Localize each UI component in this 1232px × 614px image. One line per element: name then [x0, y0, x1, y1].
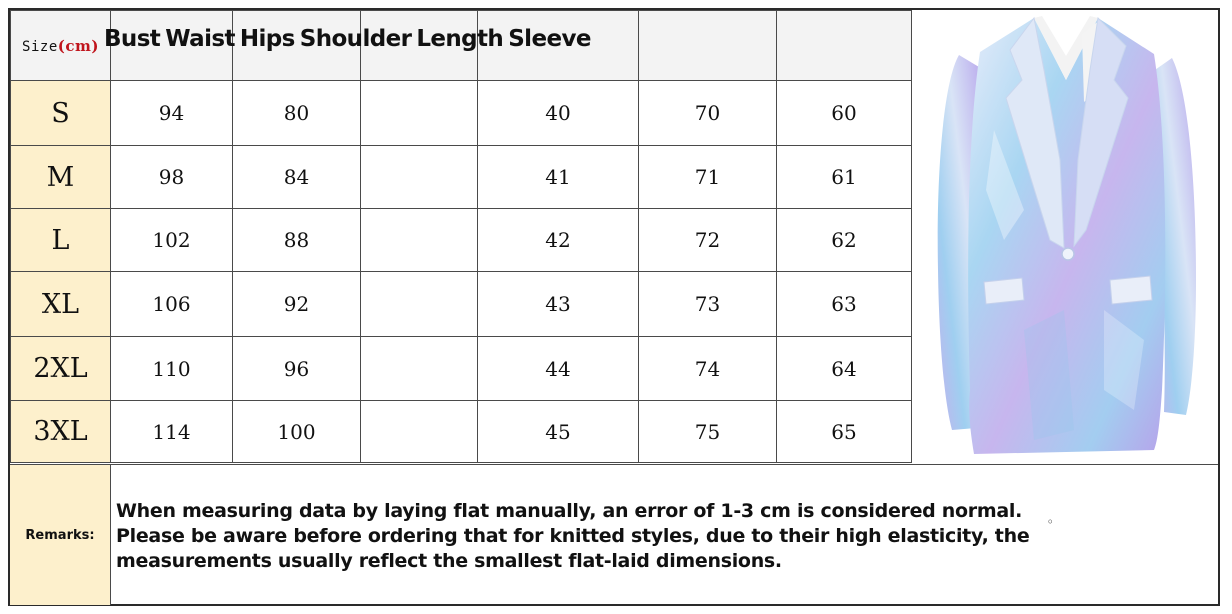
size-cell: 2XL — [11, 337, 111, 401]
table-row — [11, 401, 912, 463]
hips-cell — [361, 81, 478, 146]
sleeve-cell: 62 — [777, 209, 912, 272]
size-header-label: Size — [22, 38, 58, 55]
shoulder-cell: 44 — [478, 337, 639, 401]
waist-cell: 80 — [233, 81, 361, 146]
sleeve-cell: 63 — [777, 272, 912, 337]
remarks-label: Remarks: — [10, 465, 111, 605]
header-length: Length — [416, 26, 504, 52]
unit-label: (cm) — [57, 36, 99, 55]
waist-cell: 88 — [233, 209, 361, 272]
size-unit-header — [11, 11, 111, 81]
length-cell: 75 — [639, 401, 777, 463]
header-cell — [639, 11, 777, 81]
header-hips: Hips — [239, 26, 295, 52]
sleeve-cell: 64 — [777, 337, 912, 401]
hips-cell — [361, 146, 478, 209]
bust-cell: 102 — [111, 209, 233, 272]
header-cell — [777, 11, 912, 81]
hips-cell — [361, 401, 478, 463]
length-cell: 72 — [639, 209, 777, 272]
size-chart-table — [10, 10, 912, 463]
header-shoulder: Shoulder — [299, 26, 412, 52]
length-cell: 74 — [639, 337, 777, 401]
measurement-header-labels — [104, 26, 596, 52]
header-sleeve: Sleeve — [508, 26, 591, 52]
table-row — [11, 272, 912, 337]
size-cell: L — [11, 209, 111, 272]
sleeve-cell: 65 — [777, 401, 912, 463]
shoulder-cell: 40 — [478, 81, 639, 146]
bust-cell: 114 — [111, 401, 233, 463]
shoulder-cell: 41 — [478, 146, 639, 209]
size-cell: M — [11, 146, 111, 209]
remarks-trailing-mark: 。 — [1048, 511, 1061, 525]
bust-cell: 106 — [111, 272, 233, 337]
bust-cell: 98 — [111, 146, 233, 209]
remarks-section — [10, 464, 1218, 605]
length-cell: 70 — [639, 81, 777, 146]
length-cell: 71 — [639, 146, 777, 209]
waist-cell: 84 — [233, 146, 361, 209]
waist-cell: 92 — [233, 272, 361, 337]
header-waist: Waist — [165, 26, 235, 52]
table-row — [11, 337, 912, 401]
size-cell: XL — [11, 272, 111, 337]
shoulder-cell: 42 — [478, 209, 639, 272]
hips-cell — [361, 209, 478, 272]
hips-cell — [361, 272, 478, 337]
shoulder-cell: 43 — [478, 272, 639, 337]
table-row — [11, 146, 912, 209]
table-row — [11, 209, 912, 272]
size-cell: S — [11, 81, 111, 146]
hips-cell — [361, 337, 478, 401]
table-row — [11, 81, 912, 146]
sequin-blazer-icon — [914, 10, 1218, 462]
waist-cell: 100 — [233, 401, 361, 463]
product-photo — [914, 10, 1218, 462]
length-cell: 73 — [639, 272, 777, 337]
bust-cell: 110 — [111, 337, 233, 401]
sleeve-cell: 61 — [777, 146, 912, 209]
remarks-text: When measuring data by laying flat manually, an error of 1-3 cm is considered normal. Please be aware before ordering that for knitted styles, due to their high elasticity, the measurements usually reflect the smallest flat-laid dimensions. — [116, 500, 1030, 572]
sleeve-cell: 60 — [777, 81, 912, 146]
bust-cell: 94 — [111, 81, 233, 146]
size-cell: 3XL — [11, 401, 111, 463]
waist-cell: 96 — [233, 337, 361, 401]
shoulder-cell: 45 — [478, 401, 639, 463]
header-bust: Bust — [104, 26, 161, 52]
